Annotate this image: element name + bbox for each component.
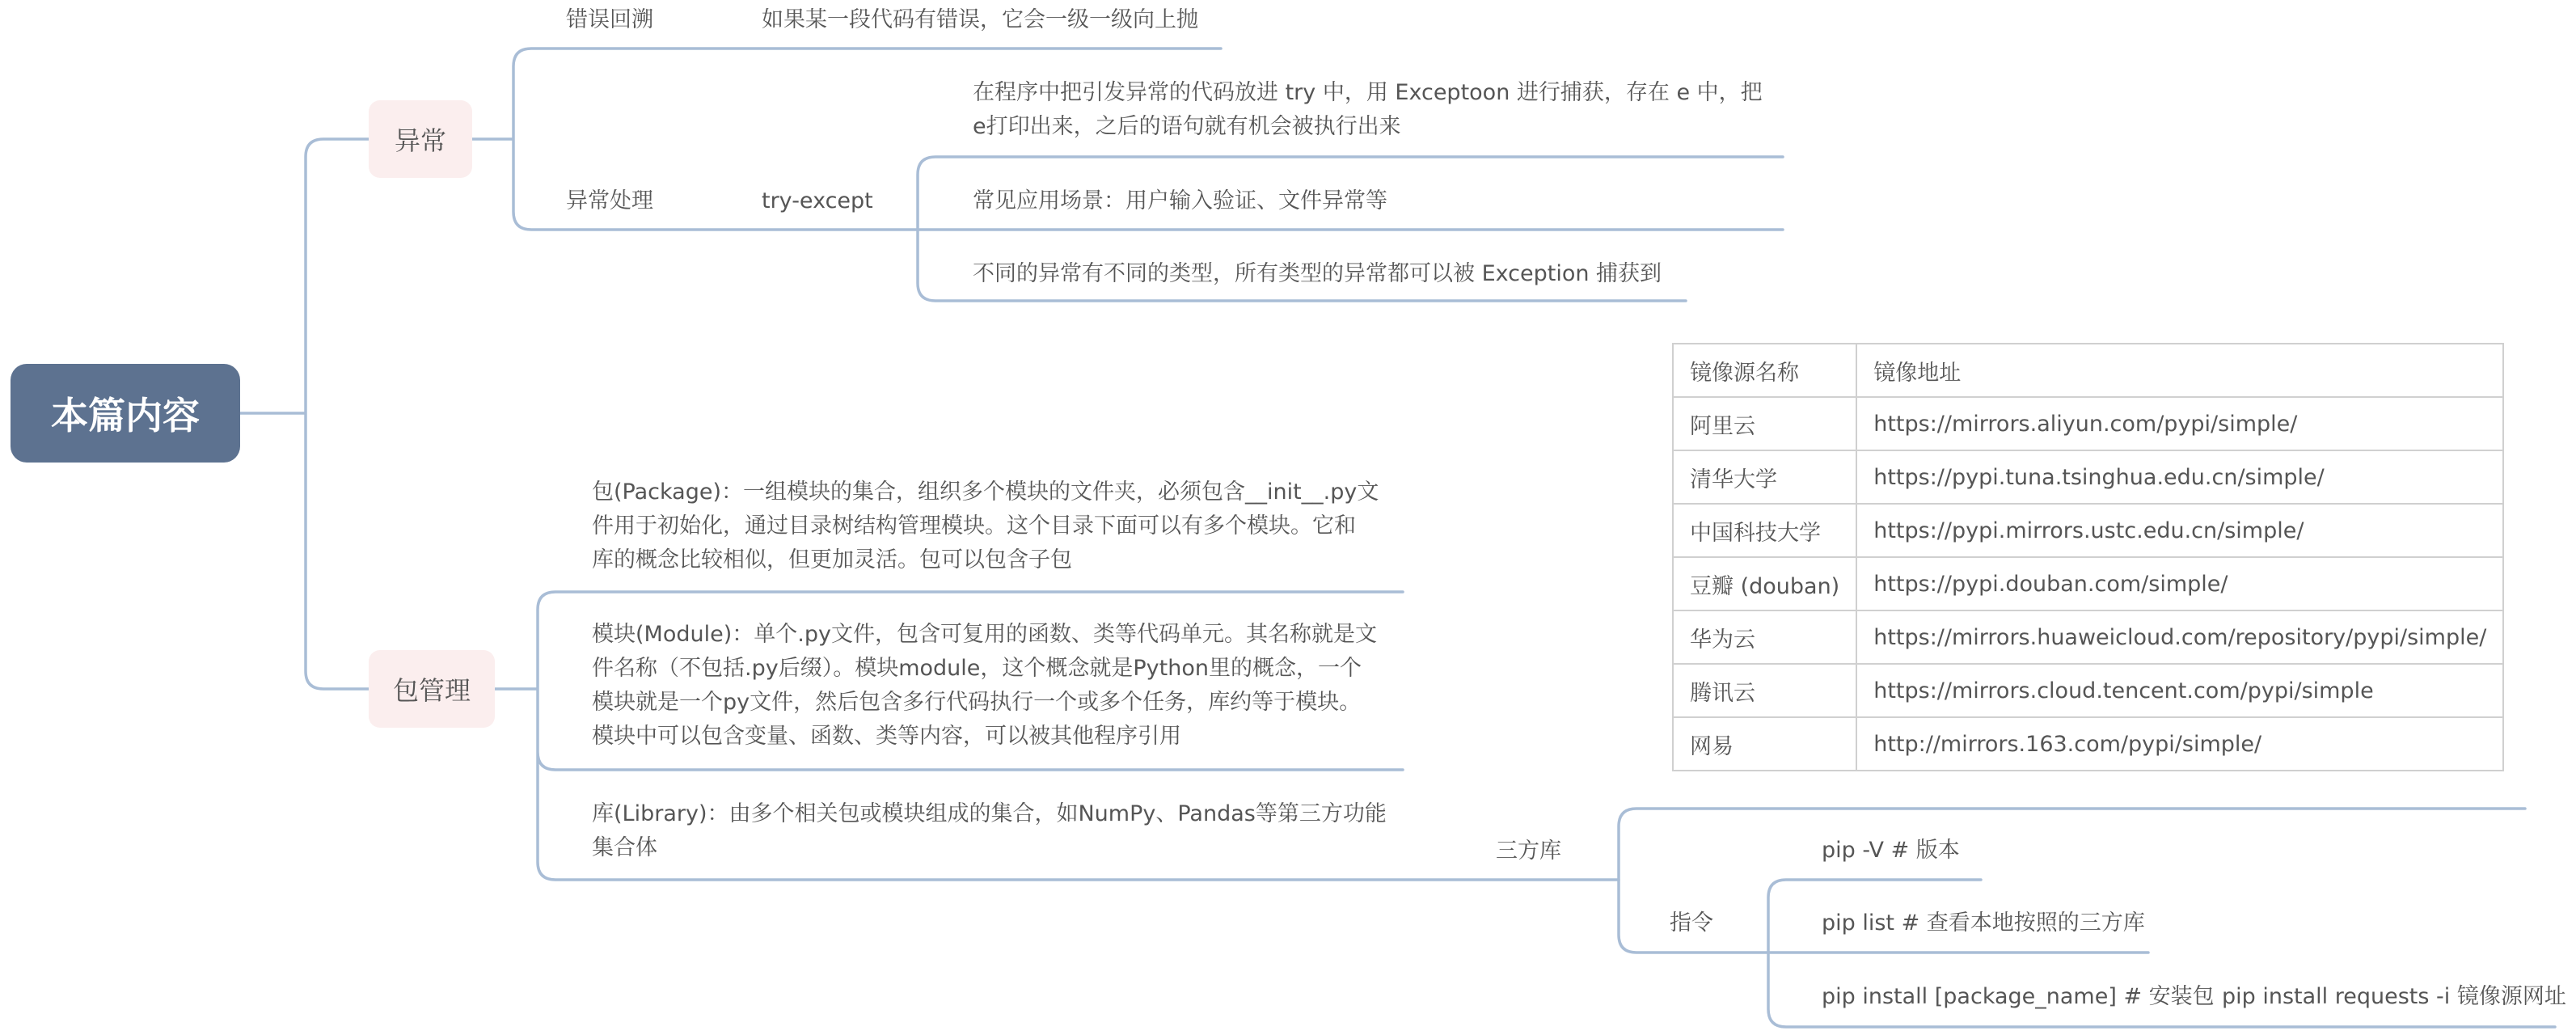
mirror-name-cell: 华为云 xyxy=(1673,610,1856,664)
mirror-name-cell: 中国科技大学 xyxy=(1673,504,1856,557)
table-row xyxy=(1673,397,2503,450)
root-topic[interactable]: 本篇内容 xyxy=(11,364,240,463)
table-header-cell: 镜像源名称 xyxy=(1673,344,1856,397)
table-row xyxy=(1673,610,2503,664)
library-description: 库(Library)：由多个相关包或模块组成的集合，如NumPy、Pandas等第三方功能 集合体 xyxy=(592,801,1387,860)
mirror-name-cell: 腾讯云 xyxy=(1673,664,1856,717)
mirror-url-cell[interactable]: http://mirrors.163.com/pypi/simple/ xyxy=(1856,717,2503,771)
topic-exception[interactable]: 异常 xyxy=(369,100,472,178)
mirror-name-cell: 阿里云 xyxy=(1673,397,1856,450)
mirror-url-cell[interactable]: https://pypi.tuna.tsinghua.edu.cn/simple/ xyxy=(1856,450,2503,504)
mirror-url-cell[interactable]: https://mirrors.cloud.tencent.com/pypi/simple xyxy=(1856,664,2503,717)
topic-traceback[interactable]: 错误回溯 xyxy=(566,7,653,32)
mirror-url-cell[interactable]: https://pypi.douban.com/simple/ xyxy=(1856,557,2503,610)
mirror-name-cell: 豆瓣 (douban) xyxy=(1673,557,1856,610)
command-pip-install: pip install [package_name] # 安装包 xyxy=(1822,984,2215,1009)
table-row xyxy=(1673,717,2503,771)
table-row xyxy=(1673,450,2503,504)
mirror-name-cell: 网易 xyxy=(1673,717,1856,771)
connector-root-branches xyxy=(240,139,369,689)
try-except-detail-types: 不同的异常有不同的类型，所有类型的异常都可以被 Exception 捕获到 xyxy=(973,261,1662,286)
package-description: 包(Package)：一组模块的集合，组织多个模块的文件夹，必须包含__init__.py文 件用于初始化，通过目录树结构管理模块。这个目录下面可以有多个模块。它和 库的概念比较相似，但更加灵活。包可以包含子包 xyxy=(592,479,1379,572)
table-header-cell: 镜像地址 xyxy=(1856,344,2503,397)
table-header-row xyxy=(1673,344,2503,397)
topic-commands[interactable]: 指令 xyxy=(1670,910,1713,936)
mirror-url-cell[interactable]: https://pypi.mirrors.ustc.edu.cn/simple/ xyxy=(1856,504,2503,557)
table-row xyxy=(1673,664,2503,717)
mirror-source-table xyxy=(1672,343,2504,771)
command-pip-list: pip list # 查看本地按照的三方库 xyxy=(1822,910,2145,936)
topic-exception-handling[interactable]: 异常处理 xyxy=(566,188,653,213)
mirror-url-cell[interactable]: https://mirrors.huaweicloud.com/repository/pypi/simple/ xyxy=(1856,610,2503,664)
try-except-detail-capture: 在程序中把引发异常的代码放进 try 中，用 Exceptoon 进行捕获，存在 e 中，把 e打印出来，之后的语句就有机会被执行出来 xyxy=(973,80,1763,139)
table-row xyxy=(1673,557,2503,610)
topic-third-party-libraries[interactable]: 三方库 xyxy=(1496,839,1561,864)
module-description: 模块(Module)：单个.py文件，包含可复用的函数、类等代码单元。其名称就是文 件名称（不包括.py后缀）。模块module，这个概念就是Python里的概念，一个 模块就是一个py文件，然后包含多行代码执行一个或多个任务，库约等于模块。 模块中可以包含变量、函数、类等内容，可以被其他程序引用 xyxy=(592,622,1377,749)
traceback-description: 如果某一段代码有错误，它会一级一级向上抛 xyxy=(762,7,1198,32)
command-pip-install-mirror-example: pip install requests -i 镜像源网址 xyxy=(2222,984,2566,1009)
topic-package-management[interactable]: 包管理 xyxy=(369,650,495,728)
command-pip-version: pip -V # 版本 xyxy=(1822,838,1960,863)
try-except-detail-scenarios: 常见应用场景：用户输入验证、文件异常等 xyxy=(973,188,1387,213)
mirror-url-cell[interactable]: https://mirrors.aliyun.com/pypi/simple/ xyxy=(1856,397,2503,450)
table-row xyxy=(1673,504,2503,557)
mirror-name-cell: 清华大学 xyxy=(1673,450,1856,504)
topic-try-except[interactable]: try-except xyxy=(762,188,873,213)
